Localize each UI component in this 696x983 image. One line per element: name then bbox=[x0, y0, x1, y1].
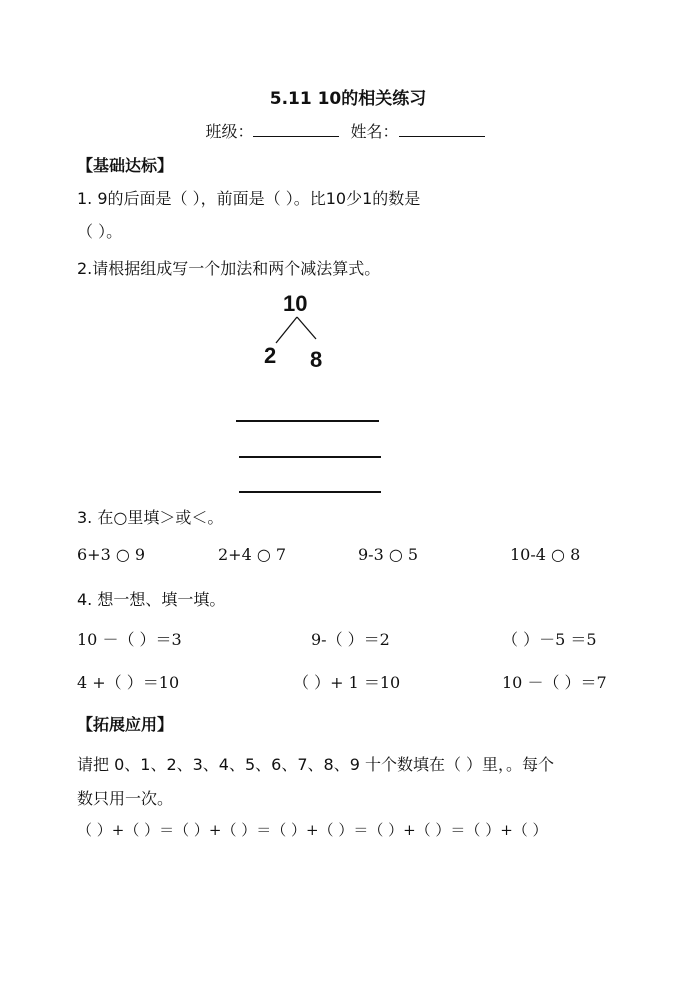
answer-line-1[interactable] bbox=[236, 420, 379, 422]
class-blank[interactable] bbox=[253, 121, 339, 137]
fill-item-2: 9-（ ）＝2 bbox=[311, 630, 390, 649]
compare-item-3: 9-3 ○ 5 bbox=[358, 545, 419, 564]
section-basic-heading: 【基础达标】 bbox=[77, 156, 174, 175]
composition-part-left: 2 bbox=[264, 343, 277, 368]
name-label: 姓名： bbox=[350, 122, 399, 141]
name-blank[interactable] bbox=[399, 121, 485, 137]
section-extension-heading: 【拓展应用】 bbox=[77, 715, 174, 734]
question-2-text: 2.请根据组成写一个加法和两个减法算式。 bbox=[77, 259, 381, 278]
question-3-text: 3. 在○里填＞或＜。 bbox=[77, 508, 224, 527]
fill-item-3: （ ）－5 ＝5 bbox=[502, 630, 597, 649]
compare-item-4: 10-4 ○ 8 bbox=[510, 545, 581, 564]
fill-item-6: 10 －（ ）＝7 bbox=[502, 673, 607, 692]
composition-part-right: 8 bbox=[310, 347, 323, 372]
extension-line-2: 数只用一次。 bbox=[77, 789, 174, 808]
composition-branches bbox=[270, 316, 330, 346]
answer-line-2[interactable] bbox=[239, 456, 381, 458]
branch-right bbox=[297, 317, 316, 339]
fill-item-1: 10 －（ ）＝3 bbox=[77, 630, 182, 649]
answer-line-3[interactable] bbox=[239, 491, 381, 493]
question-1-line-1: 1. 9的后面是（ ），前面是（ ）。比10少1的数是 bbox=[77, 189, 421, 208]
fill-item-4: 4 +（ ）＝10 bbox=[77, 673, 180, 692]
fill-item-5: （ ）+ 1 ＝10 bbox=[293, 673, 401, 692]
extension-equation: （ ）+（ ）＝（ ）+（ ）＝（ ）+（ ）＝（ ）+（ ）＝（ ）+（ ） bbox=[77, 821, 548, 839]
page-title: 5.11 10的相关练习 bbox=[269, 89, 427, 109]
composition-total: 10 bbox=[283, 291, 308, 316]
branch-left bbox=[276, 317, 297, 343]
extension-line-1: 请把 0、1、2、3、4、5、6、7、8、9 十个数填在（ ）里，。每个 bbox=[77, 755, 555, 774]
compare-item-1: 6+3 ○ 9 bbox=[77, 545, 146, 564]
compare-item-2: 2+4 ○ 7 bbox=[218, 545, 287, 564]
student-info bbox=[0, 119, 696, 142]
question-1-line-2: （ ）。 bbox=[77, 222, 123, 241]
question-4-text: 4. 想一想、填一填。 bbox=[77, 590, 226, 609]
class-label: 班级： bbox=[205, 122, 254, 141]
